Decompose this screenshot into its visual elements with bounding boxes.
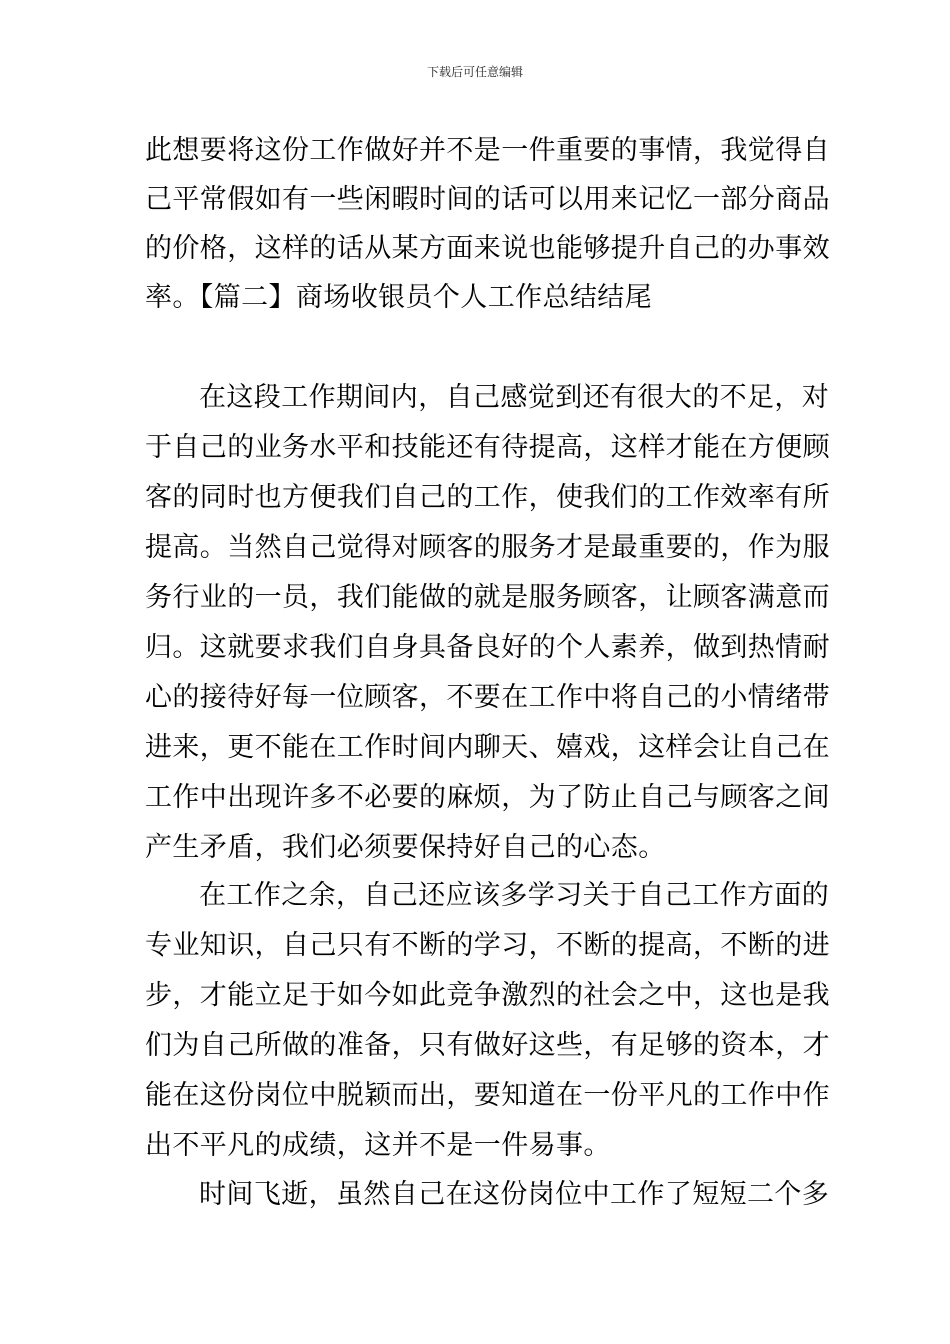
text-line: 专业知识，自己只有不断的学习，不断的提高，不断的进	[145, 930, 830, 961]
text-line: 归。这就要求我们自身具备良好的个人素养，做到热情耐	[145, 632, 830, 663]
text-line: 能在这份岗位中脱颖而出，要知道在一份平凡的工作中作	[145, 1080, 830, 1111]
text-line: 产生矛盾，我们必须要保持好自己的心态。	[145, 832, 666, 863]
text-line: 的价格，这样的话从某方面来说也能够提升自己的办事效	[145, 233, 830, 264]
paragraph-first-line: 时间飞逝，虽然自己在这份岗位中工作了短短二个多	[199, 1179, 830, 1210]
text-line: 客的同时也方便我们自己的工作，使我们的工作效率有所	[145, 482, 830, 513]
text-line: 己平常假如有一些闲暇时间的话可以用来记忆一部分商品	[145, 184, 830, 215]
page-header-note: 下载后可任意编辑	[426, 65, 523, 79]
paragraph-first-line: 在这段工作期间内，自己感觉到还有很大的不足，对	[199, 382, 830, 413]
paragraph-first-line: 在工作之余，自己还应该多学习关于自己工作方面的	[199, 880, 830, 911]
text-line: 此想要将这份工作做好并不是一件重要的事情，我觉得自	[145, 135, 830, 166]
text-line: 步，才能立足于如今如此竞争激烈的社会之中，这也是我	[145, 980, 830, 1011]
text-line: 务行业的一员，我们能做的就是服务顾客，让顾客满意而	[145, 582, 830, 613]
section-heading-line: 率。【篇二】商场收银员个人工作总结结尾	[145, 282, 653, 313]
text-line: 于自己的业务水平和技能还有待提高，这样才能在方便顾	[145, 432, 830, 463]
text-line: 出不平凡的成绩，这并不是一件易事。	[145, 1130, 611, 1161]
text-line: 心的接待好每一位顾客，不要在工作中将自己的小情绪带	[145, 682, 830, 713]
text-line: 提高。当然自己觉得对顾客的服务才是最重要的，作为服	[145, 532, 830, 563]
text-line: 工作中出现许多不必要的麻烦，为了防止自己与顾客之间	[145, 782, 830, 813]
text-line: 们为自己所做的准备，只有做好这些，有足够的资本，才	[145, 1030, 830, 1061]
text-line: 进来，更不能在工作时间内聊天、嬉戏，这样会让自己在	[145, 732, 830, 763]
